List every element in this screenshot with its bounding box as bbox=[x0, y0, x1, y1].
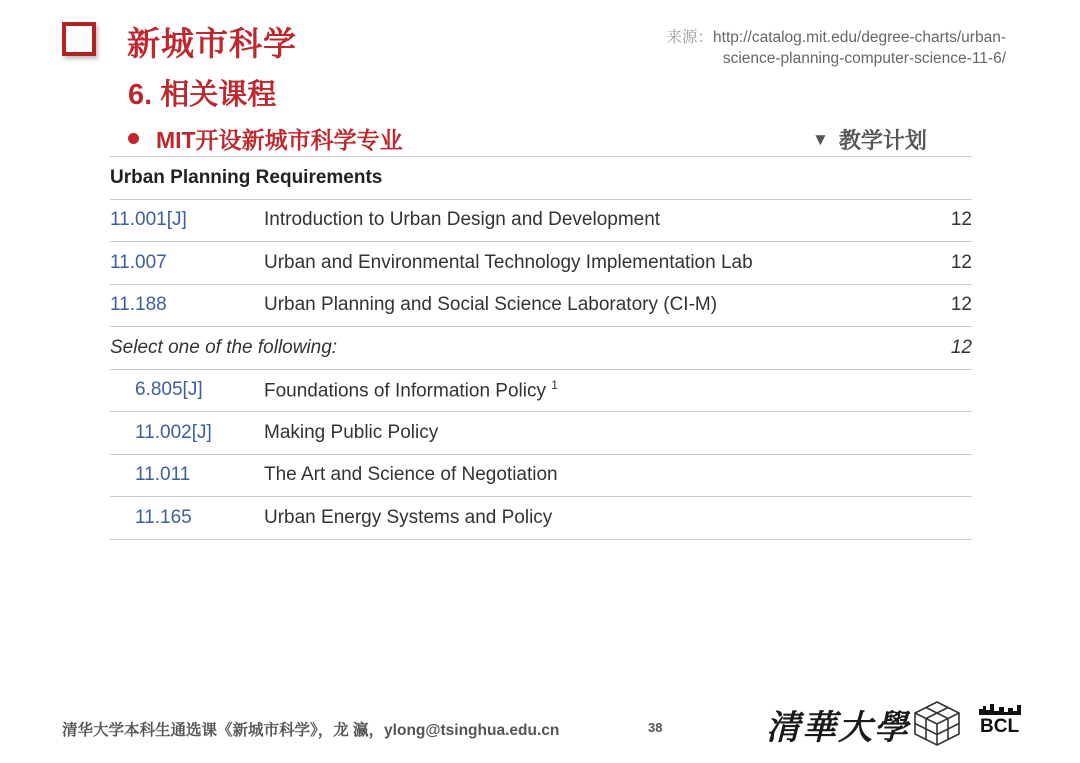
select-units: 12 bbox=[950, 336, 972, 358]
course-title: The Art and Science of Negotiation bbox=[264, 464, 558, 486]
select-label: Select one of the following: bbox=[110, 336, 338, 358]
table-row bbox=[110, 497, 972, 540]
course-code-link[interactable]: 11.011 bbox=[135, 464, 191, 486]
course-title: Making Public Policy bbox=[264, 421, 439, 443]
bcl-logo bbox=[977, 702, 1029, 744]
course-units: 12 bbox=[950, 294, 972, 316]
course-title: Urban and Environmental Technology Implementation Lab bbox=[264, 251, 753, 273]
course-title: Urban Energy Systems and Policy bbox=[264, 506, 553, 528]
course-title: Urban Planning and Social Science Laboratory (CI-M) bbox=[264, 294, 718, 316]
course-units: 12 bbox=[950, 209, 972, 231]
course-units: 12 bbox=[950, 251, 972, 273]
select-one-row bbox=[110, 327, 972, 370]
table-row bbox=[110, 412, 972, 455]
source-note bbox=[586, 27, 1006, 69]
table-header-label: Urban Planning Requirements bbox=[110, 166, 383, 188]
course-code-link[interactable]: 11.188 bbox=[110, 294, 167, 316]
bullet-text: MIT开设新城市科学专业 bbox=[156, 127, 403, 153]
source-url-line1[interactable]: http://catalog.mit.edu/degree-charts/urban- bbox=[713, 29, 1006, 46]
course-code-link[interactable]: 11.001[J] bbox=[110, 209, 187, 231]
plan-toggle[interactable] bbox=[812, 124, 927, 155]
course-title bbox=[264, 378, 972, 402]
footer-course-text: 清华大学本科生通选课《新城市科学》，龙 瀛，ylong@tsinghua.edu.cn bbox=[62, 722, 560, 739]
bullet-item bbox=[128, 122, 403, 155]
course-title: Introduction to Urban Design and Development bbox=[264, 209, 661, 231]
source-url-line2[interactable]: science-planning-computer-science-11-6/ bbox=[722, 50, 1006, 67]
course-code-link[interactable]: 6.805[J] bbox=[135, 379, 203, 401]
footnote-marker[interactable]: 1 bbox=[551, 378, 558, 393]
course-title-text: Foundations of Information Policy bbox=[264, 380, 546, 402]
table-row bbox=[110, 242, 972, 285]
page-number: 38 bbox=[648, 720, 663, 735]
table-row bbox=[110, 200, 972, 243]
slide-title: 新城市科学 bbox=[127, 25, 297, 62]
requirements-table bbox=[110, 156, 972, 540]
skyline-icon bbox=[977, 702, 1029, 716]
bullet-dot-icon bbox=[128, 133, 139, 144]
course-code-link[interactable]: 11.002[J] bbox=[135, 421, 212, 443]
table-row bbox=[110, 455, 972, 498]
title-square-icon bbox=[62, 22, 96, 56]
course-code-link[interactable]: 11.007 bbox=[110, 251, 167, 273]
tsinghua-logo: 清華大學 bbox=[766, 708, 910, 748]
table-header bbox=[110, 157, 972, 200]
course-code-link[interactable]: 11.165 bbox=[135, 506, 192, 528]
bcl-logo-text: BCL bbox=[980, 716, 1020, 737]
table-row bbox=[110, 370, 972, 413]
section-subtitle: 6. 相关课程 bbox=[128, 79, 277, 111]
triangle-down-icon: ▼ bbox=[812, 129, 829, 149]
source-label: 来源： bbox=[666, 29, 714, 46]
cube-logo-icon bbox=[912, 700, 962, 746]
plan-label: 教学计划 bbox=[838, 128, 927, 153]
table-row bbox=[110, 285, 972, 328]
